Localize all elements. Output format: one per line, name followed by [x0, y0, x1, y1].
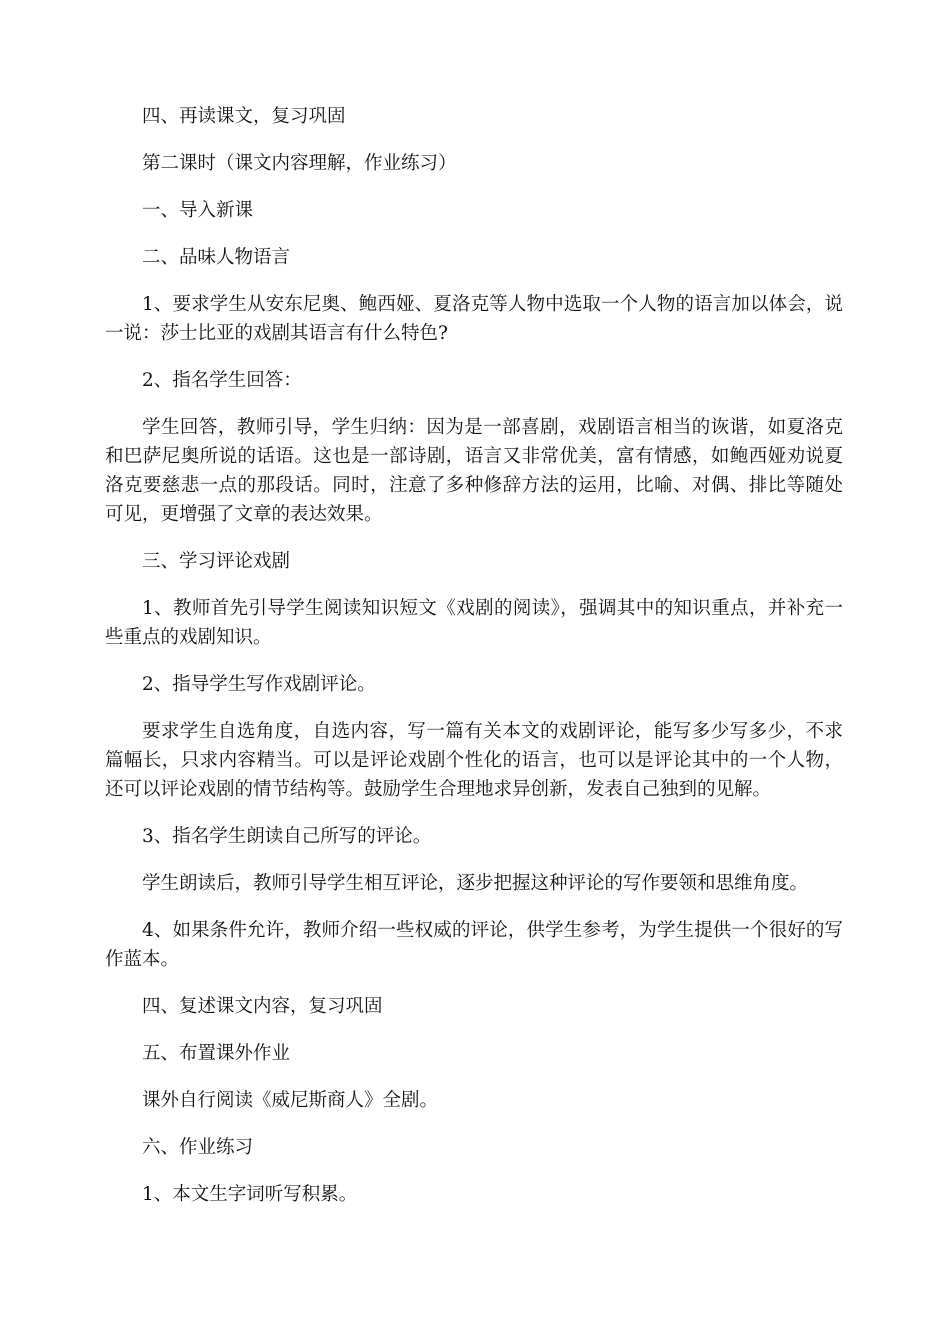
paragraph-homework-reading: 课外自行阅读《威尼斯商人》全剧。 [142, 1090, 439, 1111]
paragraph-task-1: 1、要求学生从安东尼奥、鲍西娅、夏洛克等人物中选取一个人物的语言加以体会，说一说：莎士比亚的戏剧其语言有什么特色? [105, 294, 843, 344]
paragraph-student-answer: 学生回答，教师引导，学生归纳：因为是一部喜剧，戏剧语言相当的诙谐，如夏洛克和巴萨尼奥所说的话语。这也是一部诗剧，语言又非常优美，富有情感，如鲍西娅劝说夏洛克要慈悲一点的那段话。同时，注意了多种修辞方法的运用，比喻、对偶、排比等随处可见，更增强了文章的表达效果。 [105, 417, 843, 525]
heading-second-lesson: 第二课时（课文内容理解，作业练习） [142, 153, 457, 174]
paragraph-task-2: 2、指名学生回答： [142, 370, 302, 391]
heading-retell-review: 四、复述课文内容，复习巩固 [142, 996, 383, 1017]
heading-homework: 五、布置课外作业 [142, 1043, 291, 1064]
paragraph-review-3: 3、指名学生朗读自己所写的评论。 [142, 826, 432, 847]
paragraph-review-2: 2、指导学生写作戏剧评论。 [142, 674, 376, 695]
heading-exercises: 六、作业练习 [142, 1137, 254, 1158]
document-page [105, 102, 843, 1227]
paragraph-review-4: 4、如果条件允许，教师介绍一些权威的评论，供学生参考，为学生提供一个很好的写作蓝本。 [105, 920, 843, 970]
paragraph-exercise-1: 1、本文生字词听写积累。 [142, 1184, 358, 1205]
heading-intro: 一、导入新课 [142, 200, 254, 221]
heading-reread-review: 四、再读课文，复习巩固 [142, 106, 346, 127]
paragraph-review-1: 1、教师首先引导学生阅读知识短文《戏剧的阅读》，强调其中的知识重点，并补充一些重点的戏剧知识。 [105, 598, 843, 648]
paragraph-review-requirements: 要求学生自选角度，自选内容，写一篇有关本文的戏剧评论，能写多少写多少，不求篇幅长，只求内容精当。可以是评论戏剧个性化的语言，也可以是评论其中的一个人物，还可以评论戏剧的情节结构等。鼓励学生合理地求异创新，发表自己独到的见解。 [105, 721, 843, 800]
paragraph-peer-review: 学生朗读后，教师引导学生相互评论，逐步把握这种评论的写作要领和思维角度。 [142, 873, 809, 894]
heading-character-language: 二、品味人物语言 [142, 247, 291, 268]
heading-drama-review: 三、学习评论戏剧 [142, 551, 291, 572]
